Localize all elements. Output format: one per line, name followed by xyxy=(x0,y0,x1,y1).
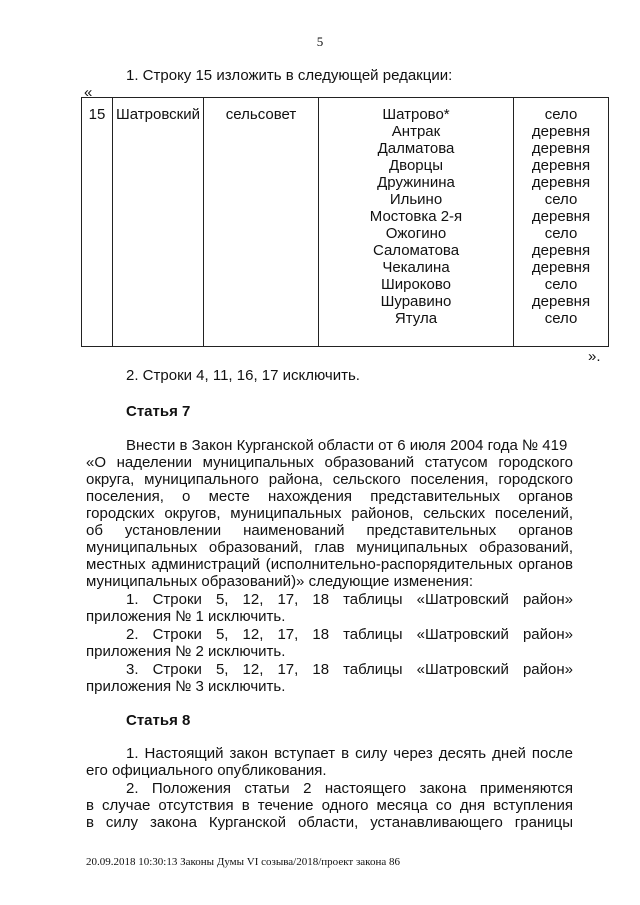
settlement-kind: село xyxy=(544,276,578,293)
exclude-line: 2. Строки 4, 11, 16, 17 исключить. xyxy=(126,367,360,384)
intro-line: 1. Строку 15 изложить в следующей редакции: xyxy=(126,67,453,84)
article7-line: «О наделении муниципальных образований статусом городского xyxy=(86,454,573,471)
article8-line: 2. Положения статьи 2 настоящего закона применяются xyxy=(126,780,573,797)
article7-line: об установлении наименований представительных органов xyxy=(86,522,573,539)
settlement-kind: деревня xyxy=(531,123,591,140)
settlement-name: Чекалина xyxy=(382,259,450,276)
article7-item: 3. Строки 5, 12, 17, 18 таблицы «Шатровский район» xyxy=(126,661,573,678)
article7-line: муниципальных образований)» следующие изменения: xyxy=(86,573,474,590)
settlement-kind: деревня xyxy=(531,174,591,191)
settlements-table xyxy=(81,97,609,347)
settlement-kind: село xyxy=(544,191,578,208)
settlement-name: Далматова xyxy=(377,140,455,157)
settlement-name: Широково xyxy=(380,276,452,293)
article7-item: 2. Строки 5, 12, 17, 18 таблицы «Шатровский район» xyxy=(126,626,573,643)
settlement-kind: село xyxy=(544,310,578,327)
settlement-kind: деревня xyxy=(531,208,591,225)
settlement-kind: село xyxy=(544,106,578,123)
type-cell xyxy=(204,98,319,347)
open-quote: « xyxy=(84,84,93,101)
settlement-kind: деревня xyxy=(531,293,591,310)
article7-item: 1. Строки 5, 12, 17, 18 таблицы «Шатровский район» xyxy=(126,591,573,608)
article7-line: поселения, о месте нахождения представительных органов xyxy=(86,488,573,505)
settlement-name: Мостовка 2-я xyxy=(369,208,463,225)
kinds-cell xyxy=(514,98,609,347)
settlement-name: Шатрово* xyxy=(382,106,450,123)
page-number: 5 xyxy=(316,34,324,49)
municipality-type: сельсовет xyxy=(225,106,297,123)
article8-line: 1. Настоящий закон вступает в силу через десять дней после xyxy=(126,745,573,762)
settlement-name: Дворцы xyxy=(388,157,444,174)
settlements-list xyxy=(321,106,511,327)
district-name: Шатровский xyxy=(116,106,200,123)
kinds-list xyxy=(516,106,606,327)
settlement-kind: деревня xyxy=(531,157,591,174)
article8-heading: Статья 8 xyxy=(126,712,191,729)
settlement-kind: деревня xyxy=(531,259,591,276)
article7-line: приложения № 2 исключить. xyxy=(86,643,286,660)
article7-line: приложения № 3 исключить. xyxy=(86,678,286,695)
article8-line: в силу закона Курганской области, устанавливающего границы xyxy=(86,814,573,831)
settlement-name: Антрак xyxy=(391,123,441,140)
settlement-name: Шуравино xyxy=(380,293,452,310)
settlements-cell xyxy=(319,98,514,347)
article7-heading: Статья 7 xyxy=(126,403,191,420)
settlement-kind: село xyxy=(544,225,578,242)
article8-line: в случае отсутствия в течение одного месяца со дня вступления xyxy=(86,797,573,814)
settlement-name: Ильино xyxy=(389,191,443,208)
settlement-name: Дружинина xyxy=(377,174,455,191)
table-row xyxy=(82,98,609,347)
article7-line: муниципальных образований, глав муниципальных образований, xyxy=(86,539,573,556)
settlement-name: Ятула xyxy=(394,310,438,327)
row-number: 15 xyxy=(88,106,106,123)
article7-line: городских округов, муниципальных районов, сельских поселений, xyxy=(86,505,573,522)
settlement-name: Ожогино xyxy=(385,225,447,242)
document-footer: 20.09.2018 10:30:13 Законы Думы VI созыва/2018/проект закона 86 xyxy=(86,856,400,868)
article7-line: округа, муниципального района, сельского поселения, городского xyxy=(86,471,573,488)
row-number-cell xyxy=(82,98,113,347)
settlement-kind: деревня xyxy=(531,242,591,259)
article7-line: Внести в Закон Курганской области от 6 июля 2004 года № 419 xyxy=(126,437,568,454)
settlement-kind: деревня xyxy=(531,140,591,157)
settlement-name: Саломатова xyxy=(372,242,460,259)
district-cell xyxy=(113,98,204,347)
article7-line: приложения № 1 исключить. xyxy=(86,608,286,625)
close-quote: ». xyxy=(588,348,601,365)
article8-line: его официального опубликования. xyxy=(86,762,327,779)
article7-line: местных администраций (исполнительно-распорядительных органов xyxy=(86,556,573,573)
